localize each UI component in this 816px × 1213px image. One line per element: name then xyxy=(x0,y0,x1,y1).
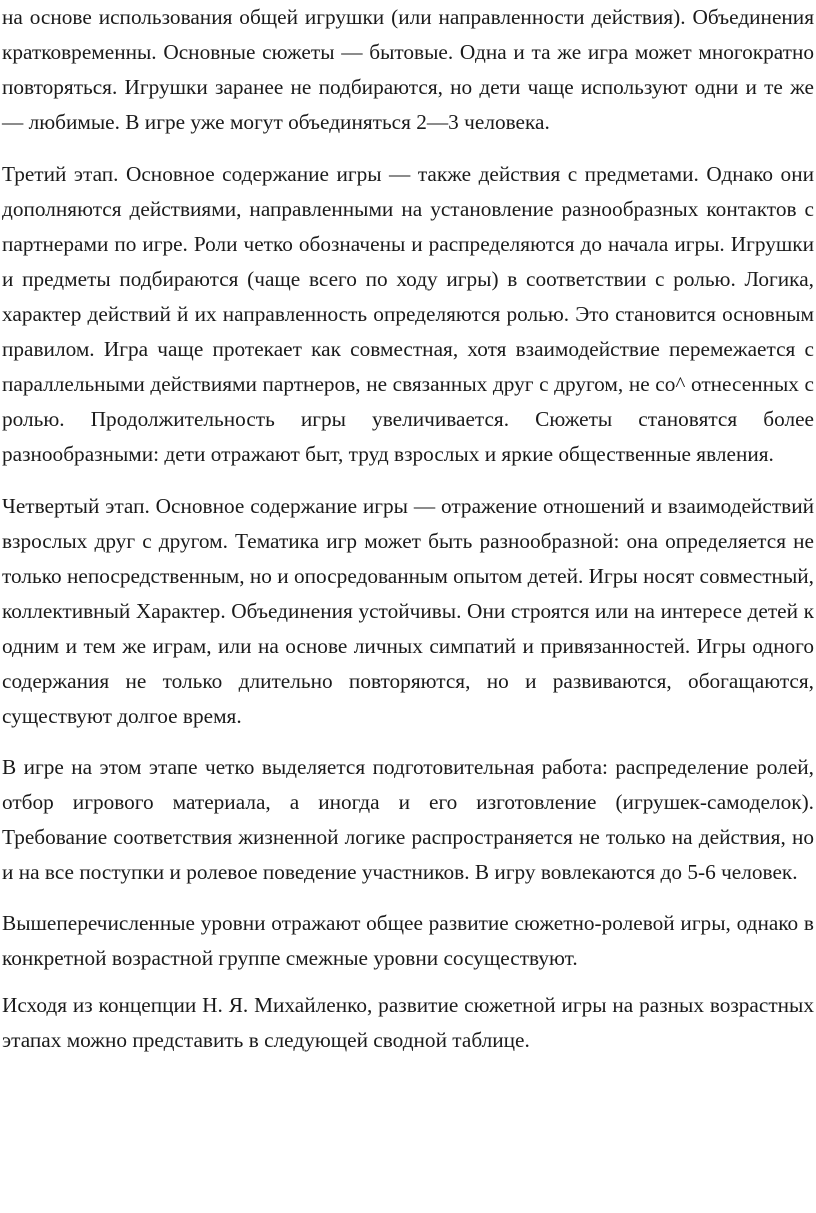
paragraph-concept-intro: Исходя из концепции Н. Я. Михайленко, развитие сюжетной игры на разных возрастных этапах можно представить в следующей сводной таблице. xyxy=(2,993,814,1052)
paragraph-preparatory-work: В игре на этом этапе четко выделяется подготовительная работа: распределение ролей, отбор игрового материала, а иногда и его изготовление (игрушек-самоделок). Требование соответствия жизненной логике распространяется не только на действия, но и на все поступки и ролевое поведение участников. В игру вовлекаются до 5-6 человек. xyxy=(2,755,814,884)
paragraph-third-stage: Третий этап. Основное содержание игры — также действия с предметами. Однако они дополняются действиями, направленными на установление разнообразных контактов с партнерами по игре. Роли четко обозначены и распределяются до начала игры. Игрушки и предметы подбираются (чаще всего по ходу игры) в соответствии с ролью. Логика, характер действий й их направленность определяются ролью. Это становится основным правилом. Игра чаще протекает как совместная, хотя взаимодействие перемежается с параллельными действиями партнеров, не связанных друг с другом, не со^ отнесенных с ролью. Продолжительность игры увеличивается. Сюжеты становятся более разнообразными: дети отражают быт, труд взрослых и яркие общественные явления. xyxy=(2,162,814,466)
paragraph-fourth-stage: Четвертый этап. Основное содержание игры — отражение отношений и взаимодействий взрослых друг с другом. Тематика игр может быть разнообразной: она определяется не только непосредственным, но и опосредованным опытом детей. Игры носят совместный, коллективный Характер. Объединения устойчивы. Они строятся или на интересе детей к одним и тем же играм, или на основе личных симпатий и привязанностей. Игры одного содержания не только длительно повторяются, но и развиваются, обогащаются, существуют долгое время. xyxy=(2,494,814,728)
paragraph-levels-summary: Вышеперечисленные уровни отражают общее развитие сюжетно-ролевой игры, однако в конкретной возрастной группе смежные уровни сосуществуют. xyxy=(2,911,814,970)
paragraph-continuation: на основе использования общей игрушки (или направленности действия). Объединения кратковременны. Основные сюжеты — бытовые. Одна и та же игра может многократно повторяться. Игрушки заранее не подбираются, но дети чаще используют одни и те же — любимые. В игре уже могут объединяться 2—3 человека. xyxy=(2,5,814,134)
